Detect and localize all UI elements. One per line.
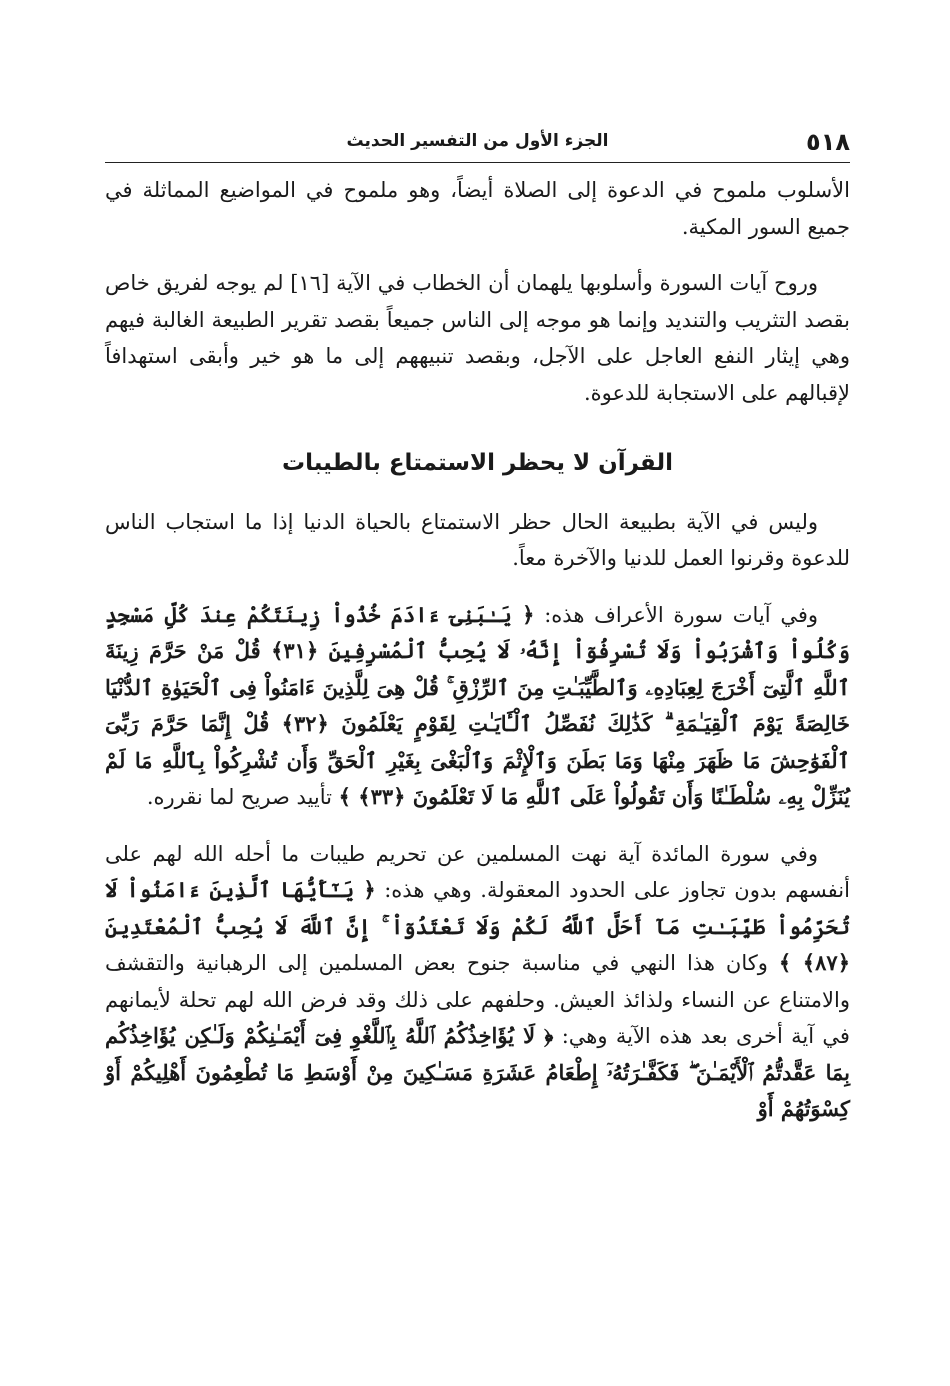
page-number: ٥١٨ <box>806 128 850 156</box>
section-heading: القرآن لا يحظر الاستمتاع بالطيبات <box>282 450 673 476</box>
quran-verse-araf: ﴿ يَـٰبَنِىٓ ءَادَمَ خُذُواْ زِينَتَكُمْ عِندَ كُلِّ مَسْجِدٍ وَكُلُواْ وَٱشْرَبُواْ وَلَا تُسْرِفُوٓاْ إِنَّهُۥ لَا يُحِبُّ ٱلْمُسْرِفِينَ ﴿٣١﴾ قُلْ مَنْ حَرَّمَ زِينَةَ ٱللَّهِ ٱلَّتِىٓ أَخْرَجَ لِعِبَادِهِۦ وَٱلطَّيِّبَـٰتِ مِنَ ٱلرِّزْقِ ۚ قُلْ هِىَ لِلَّذِينَ ءَامَنُواْ فِى ٱلْحَيَوٰةِ ٱلدُّنْيَا خَالِصَةً يَوْمَ ٱلْقِيَـٰمَةِ ۗ كَذَٰلِكَ نُفَصِّلُ ٱلْـَٔايَـٰتِ لِقَوْمٍ يَعْلَمُونَ ﴿٣٢﴾ قُلْ إِنَّمَا حَرَّمَ رَبِّىَ ٱلْفَوَٰحِشَ مَا ظَهَرَ مِنْهَا وَمَا بَطَنَ وَٱلْإِثْمَ وَٱلْبَغْىَ بِغَيْرِ ٱلْحَقِّ وَأَن تُشْرِكُواْ بِٱللَّهِ مَا لَمْ يُنَزِّلْ بِهِۦ سُلْطَـٰنًا وَأَن تَقُولُواْ عَلَى ٱللَّهِ مَا لَا تَعْلَمُونَ ﴿٣٣﴾ ﴾ <box>105 601 850 809</box>
paragraph-3: وليس في الآية بطبيعة الحال حظر الاستمتاع بالحياة الدنيا إذا ما استجاب الناس للدعوة وقرنوا العمل للدنيا والآخرة معاً. <box>105 509 850 570</box>
quran-verse-maidah-89: ﴿ لَا يُؤَاخِذُكُمُ ٱللَّهُ بِٱللَّغْوِ فِىٓ أَيْمَـٰنِكُمْ وَلَـٰكِن يُؤَاخِذُكُم بِمَا عَقَّدتُّمُ ٱلْأَيْمَـٰنَ ۖ فَكَفَّـٰرَتُهُۥٓ إِطْعَامُ عَشَرَةِ مَسَـٰكِينَ مِنْ أَوْسَطِ مَا تُطْعِمُونَ أَهْلِيكُمْ أَوْ كِسْوَتُهُمْ أَوْ <box>105 1023 850 1121</box>
running-header <box>105 128 850 163</box>
paragraph-4-intro: وفي آيات سورة الأعراف هذه: <box>544 602 818 627</box>
running-title: الجزء الأول من التفسير الحديث <box>346 131 609 151</box>
paragraph-5-outro: وكان هذا النهي في مناسبة جنوح بعض المسلمين إلى الرهبانية والتقشف والامتناع عن النساء ولذائذ العيش. وحلفهم على ذلك وقد فرض الله لهم تحلة لأيمانهم في آية أخرى بعد هذه الآية وهي: <box>105 951 850 1048</box>
paragraph-5 <box>105 836 850 1128</box>
paragraph-2: وروح آيات السورة وأسلوبها يلهمان أن الخطاب في الآية [١٦] لم يوجه لفريق خاص بقصد التثريب والتنديد وإنما هو موجه إلى الناس جميعاً بقصد تقرير الطبيعة الغالبة فيهم وهي إيثار النفع العاجل على الآجل، وبقصد تنبيههم إلى ما هو خير وأبقى استهدافاً لإقبالهم على الاستجابة للدعوة. <box>105 271 850 405</box>
quran-verse-maidah-87: ﴿ يَـٰٓأَيُّهَا ٱلَّذِينَ ءَامَنُواْ لَا تُحَرِّمُواْ طَيِّبَـٰتِ مَآ أَحَلَّ ٱللَّهُ لَكُمْ وَلَا تَعْتَدُوٓاْ ۚ إِنَّ ٱللَّهَ لَا يُحِبُّ ٱلْمُعْتَدِينَ ﴿٨٧﴾ ﴾ <box>105 877 850 975</box>
paragraph-5-intro: وفي سورة المائدة آية نهت المسلمين عن تحريم طيبات ما أحله الله لهم على أنفسهم بدون تجاوز على الحدود المعقولة. وهي هذه: <box>105 841 850 902</box>
paragraph-1: الأسلوب ملموح في الدعوة إلى الصلاة أيضاً، وهو ملموح في المواضيع المماثلة في جميع السور المكية. <box>105 178 850 239</box>
paragraph-4 <box>105 597 850 816</box>
body-text <box>105 172 850 1148</box>
paragraph-4-outro: تأييد صريح لما نقرره. <box>146 785 332 809</box>
